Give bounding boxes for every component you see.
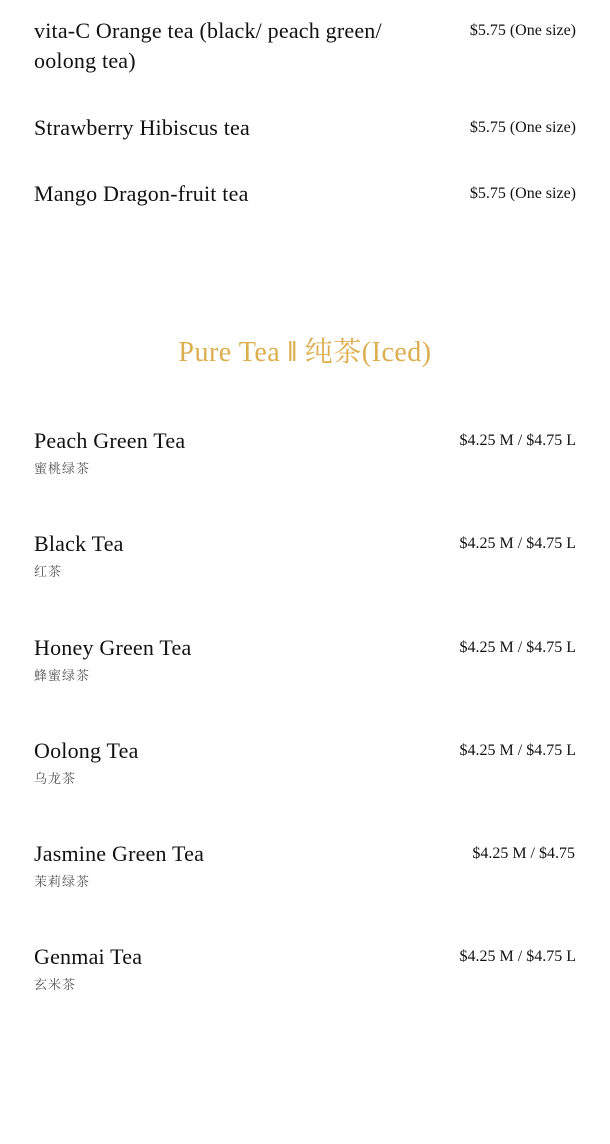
section-title-suffix: (Iced): [361, 337, 432, 368]
item-price: $5.75 (One size): [469, 119, 576, 136]
item-name: Jasmine Green Tea: [34, 841, 205, 866]
item-price: $5.75 (One size): [469, 22, 576, 39]
item-name: Genmai Tea: [34, 944, 143, 969]
item-name: vita-C Orange tea (black/ peach green/ oolong tea): [34, 18, 382, 73]
section-title-cn: 纯茶: [304, 337, 362, 368]
item-subtitle-cn: 红茶: [34, 565, 63, 580]
item-name: Mango Dragon-fruit tea: [34, 181, 249, 206]
item-subtitle-cn: 茉莉绿茶: [34, 875, 91, 890]
section-title-separator: ‖: [287, 337, 298, 368]
item-price: $4.25 M / $4.75 L: [459, 948, 576, 965]
item-price: $4.25 M / $4.75 L: [459, 432, 576, 449]
item-subtitle-cn: 乌龙茶: [34, 772, 77, 787]
item-name: Oolong Tea: [34, 738, 139, 763]
item-price: $4.25 M / $4.75 L: [459, 742, 576, 759]
item-price: $4.25 M / $4.75: [472, 845, 575, 862]
item-name: Peach Green Tea: [34, 428, 186, 453]
item-subtitle-cn: 蜂蜜绿茶: [34, 669, 91, 684]
item-name: Strawberry Hibiscus tea: [34, 115, 250, 140]
item-price: $4.25 M / $4.75 L: [459, 639, 576, 656]
item-subtitle-cn: 玄米茶: [34, 978, 77, 993]
item-name: Honey Green Tea: [34, 635, 192, 660]
section-title-en: Pure Tea: [178, 337, 281, 368]
item-name: Black Tea: [34, 531, 124, 556]
item-price: $4.25 M / $4.75 L: [459, 535, 576, 552]
item-subtitle-cn: 蜜桃绿茶: [34, 462, 91, 477]
item-price: $5.75 (One size): [469, 185, 576, 202]
section-title-pure-tea: [0, 336, 610, 370]
